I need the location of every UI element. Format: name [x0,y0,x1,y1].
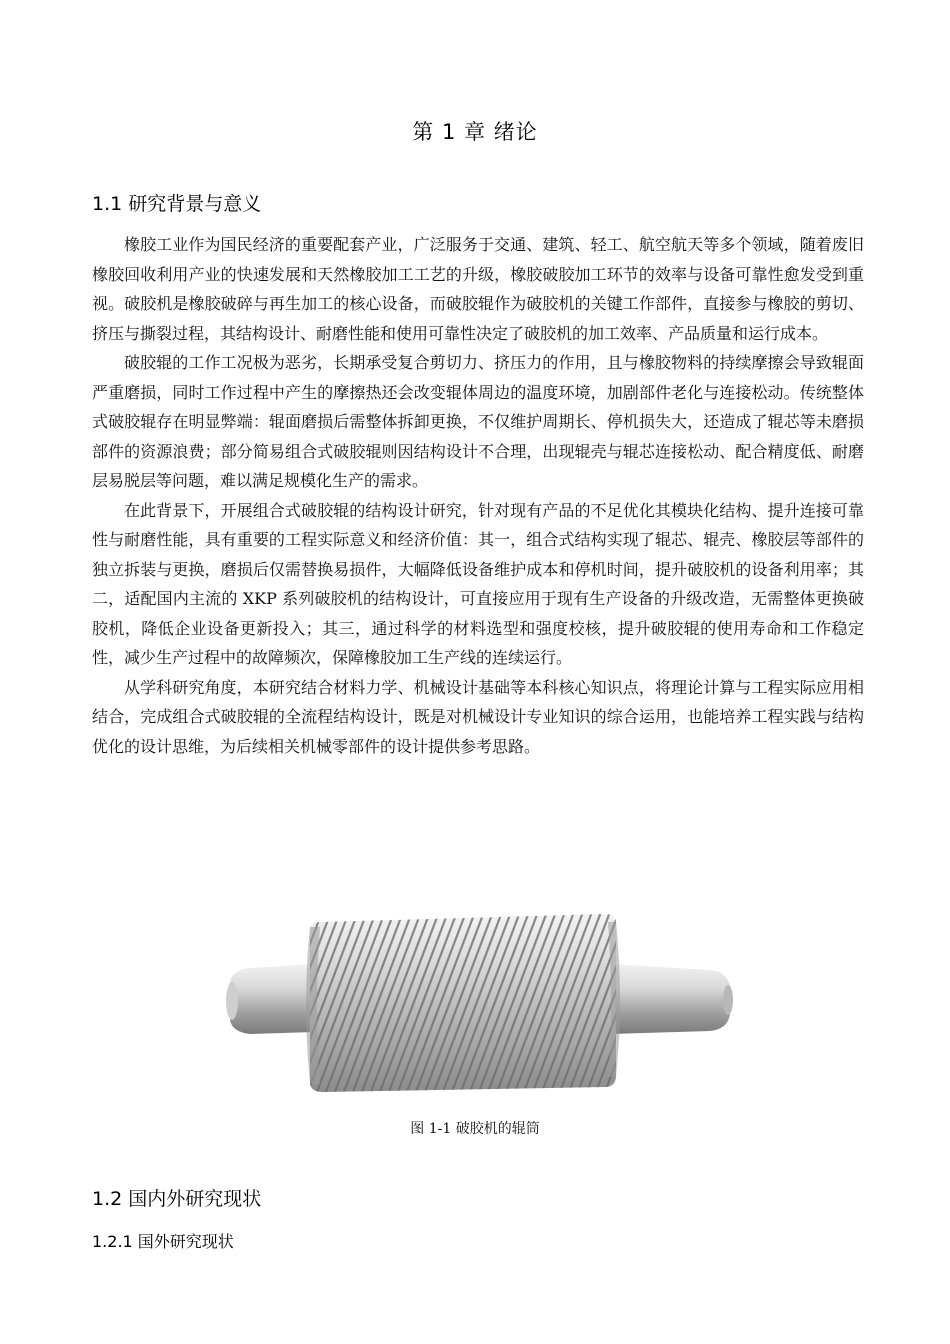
paragraph: 从学科研究角度，本研究结合材料力学、机械设计基础等本科核心知识点，将理论计算与工程实际应用相结合，完成组合式破胶辊的全流程结构设计，既是对机械设计专业知识的综合运用，也能培养工程实践与结构优化的设计思维，为后续相关机械零部件的设计提供参考思路。 [92,677,864,756]
section-1-1-body [92,230,864,761]
roller-image [210,892,740,1107]
chapter-title: 第 1 章 绪论 [412,120,538,144]
roller-figure [210,892,740,1107]
paragraph: 在此背景下，开展组合式破胶辊的结构设计研究，针对现有产品的不足优化其模块化结构、提升连接可靠性与耐磨性能，具有重要的工程实际意义和经济价值：其一，组合式结构实现了辊芯、辊壳、橡胶层等部件的独立拆装与更换，磨损后仅需替换易损件，大幅降低设备维护成本和停机时间，提升破胶机的设备利用率；其二，适配国内主流的 XKP 系列破胶机的结构设计，可直接应用于现有生产设备的升级改造，无需整体更换破胶机，降低企业设备更新投入；其三，通过科学的材料选型和强度校核，提升破胶辊的使用寿命和工作稳定性，减少生产过程中的故障频次，保障橡胶加工生产线的连续运行。 [92,500,864,667]
figure-caption: 图 1-1 破胶机的辊筒 [410,1121,540,1137]
paragraph: 破胶辊的工作工况极为恶劣，长期承受复合剪切力、挤压力的作用，且与橡胶物料的持续摩擦会导致辊面严重磨损，同时工作过程中产生的摩擦热还会改变辊体周边的温度环境，加剧部件老化与连接松动。传统整体式破胶辊存在明显弊端：辊面磨损后需整体拆卸更换，不仅维护周期长、停机损失大，还造成了辊芯等未磨损部件的资源浪费；部分简易组合式破胶辊则因结构设计不合理，出现辊壳与辊芯连接松动、配合精度低、耐磨层易脱层等问题，难以满足规模化生产的需求。 [92,353,864,490]
section-heading-1-1: 1.1 研究背景与意义 [92,193,262,215]
subsection-heading-1-2-1: 1.2.1 国外研究现状 [92,1232,234,1251]
paragraph: 橡胶工业作为国民经济的重要配套产业，广泛服务于交通、建筑、轻工、航空航天等多个领域，随着废旧橡胶回收利用产业的快速发展和天然橡胶加工工艺的升级，橡胶破胶加工环节的效率与设备可靠性愈发受到重视。破胶机是橡胶破碎与再生加工的核心设备，而破胶辊作为破胶机的关键工作部件，直接参与橡胶的剪切、挤压与撕裂过程，其结构设计、耐磨性能和使用可靠性决定了破胶机的加工效率、产品质量和运行成本。 [92,235,864,343]
section-heading-1-2: 1.2 国内外研究现状 [92,1188,262,1210]
